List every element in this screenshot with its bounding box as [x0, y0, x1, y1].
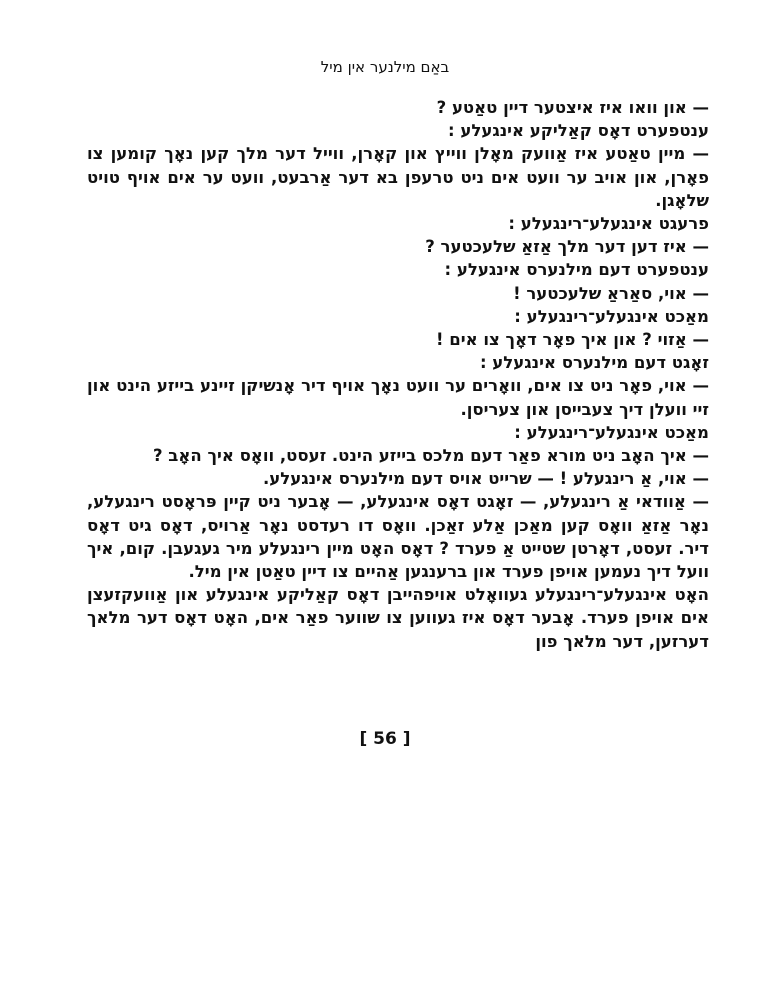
paragraph: פרעגט אינגעלע־רינגעלע :	[508, 214, 709, 234]
paragraph: ענטפערט דעם מילנערס אינגעלע :	[444, 260, 709, 280]
paragraph: מאַכט אינגעלע־רינגעלע :	[514, 306, 709, 326]
paragraph: — מיין טאַטע איז אַוועק מאָלן ווייץ און קאָרן, ווייל דער מלך קען נאָך קומען צו פאָרן, און אויב ער וועט אים ניט טרעפן בא דער אַרבעט, וועט ער אים אויף טויט שלאָגן.	[87, 144, 709, 210]
paragraph: זאָגט דעם מילנערס אינגעלע :	[479, 353, 709, 373]
paragraph: — אַזוי ? און איך פאָר דאָך צו אים !	[435, 330, 709, 350]
paragraph: — אַוודאי אַ רינגעלע, — זאָגט דאָס אינגעלע, — אָבער ניט קיין פּראָסט רינגעלע, נאָר אַזאַ וואָס קען מאַכן אַלע זאַכן. וואָס דו רעדסט נאָר אַרויס, דאָס גיט דאָס דיר. זעסט, דאָרטן שטייט אַ פערד ? דאָס האָט מיין רינגעלע מיר געגעבן. קום, איך וועל דיך נעמען אויפן פערד און ברענגען אַהיים צו דיין טאַטן אין מיל.	[87, 492, 709, 582]
paragraph: ענטפערט דאָס קאַליקע אינגעלע :	[448, 121, 709, 141]
paragraph: — אוי, אַ רינגעלע ! — שרייט אויס דעם מילנערס אינגעלע.	[262, 469, 709, 489]
paragraph: — איך האָב ניט מורא פאַר דעם מלכס בייזע הינט. זעסט, וואָס איך האָב ?	[152, 446, 709, 466]
paragraph: — אוי, סאַראַ שלעכטער !	[513, 283, 709, 303]
paragraph: — איז דען דער מלך אַזאַ שלעכטער ?	[425, 237, 709, 257]
running-header: באַם מילנער אין מיל	[320, 58, 450, 76]
paragraph: האָט אינגעלע־רינגעלע געוואָלט אויפהייבן דאָס קאַליקע אינגעלע און אַוועקזעצן אים אויפן פערד. אָבער דאָס איז געווען צו שווער פאַר אים, האָט דאָס דער מלאך דערזען, דער מלאך פון	[87, 585, 709, 651]
paragraph: — און וואו איז איצטער דיין טאַטע ?	[436, 98, 709, 117]
page-body	[87, 96, 709, 653]
paragraph: — אוי, פאָר ניט צו אים, וואָרים ער וועט נאָך אויף דיר אָנשיקן זיינע בייזע הינט און זיי וועלן דיך צעבייסן און צעריסן.	[87, 376, 709, 419]
paragraph: מאַכט אינגעלע־רינגעלע :	[514, 422, 709, 442]
page-number: [ 56 ]	[359, 729, 411, 749]
